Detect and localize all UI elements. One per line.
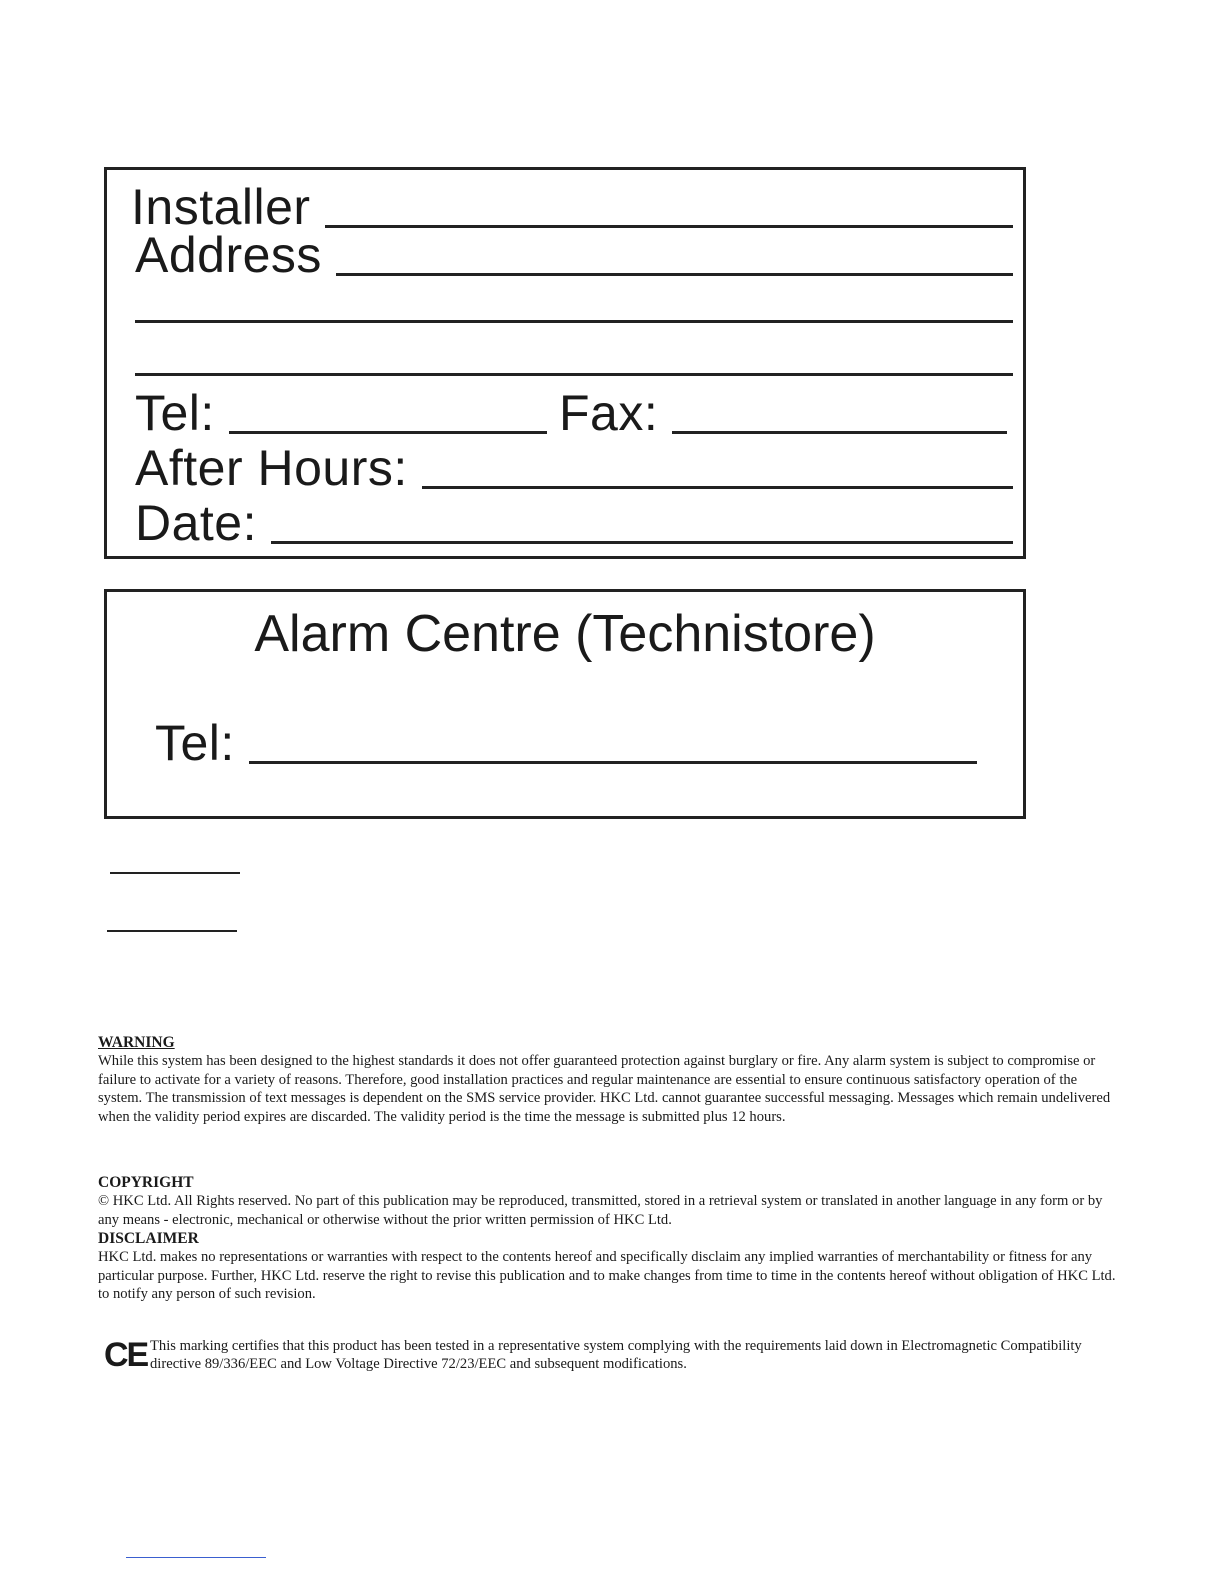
alarm-tel-field — [155, 715, 977, 771]
short-blank-1[interactable] — [110, 872, 240, 874]
address-blank-2[interactable] — [135, 320, 1013, 323]
ce-mark-icon: CE — [104, 1336, 148, 1374]
date-label: Date: — [135, 495, 258, 551]
alarm-tel-label: Tel: — [155, 715, 235, 771]
tel-field — [135, 385, 547, 441]
disclaimer-section — [98, 1230, 1118, 1304]
fax-blank[interactable] — [672, 431, 1007, 434]
ce-mark-text: This marking certifies that this product has been tested in a representative system complying with the requirements laid down in Electromagnetic Compatibility directive 89/336/EEC and Low Voltage Directive 72/23/EEC and subsequent modifications. — [150, 1338, 1082, 1373]
alarm-centre-title: Alarm Centre (Technistore) — [254, 605, 876, 663]
disclaimer-heading: DISCLAIMER — [98, 1230, 199, 1247]
short-blank-2[interactable] — [107, 930, 237, 932]
installer-label: Installer — [131, 179, 311, 235]
copyright-heading: COPYRIGHT — [98, 1174, 194, 1191]
address-label: Address — [135, 227, 322, 283]
installer-field — [131, 179, 1013, 235]
warning-heading: WARNING — [98, 1034, 175, 1051]
fax-label: Fax: — [559, 385, 659, 441]
alarm-centre-box — [104, 589, 1026, 819]
date-blank[interactable] — [271, 541, 1013, 544]
copyright-text: © HKC Ltd. All Rights reserved. No part of this publication may be reproduced, transmitted, stored in a retrieval system or translated in another language in any form or by any means - electronic, mechanical or otherwise without the prior written permission of HKC Ltd. — [98, 1193, 1103, 1228]
address-blank-3[interactable] — [135, 373, 1013, 376]
footer-divider — [126, 1557, 266, 1558]
address-blank-1[interactable] — [336, 273, 1013, 276]
warning-text: While this system has been designed to the highest standards it does not offer guaranteed protection against burglary or fire. Any alarm system is subject to compromise or failure to activate for a variety of reasons. Therefore, good installation practices and regular maintenance are essential to ensure continuous satisfactory operation of the system. The transmission of text messages is dependent on the SMS service provider. HKC Ltd. cannot guarantee successful messaging. Messages which remain undelivered when the validity period expires are discarded. The validity period is the time the message is submitted plus 12 hours. — [98, 1053, 1111, 1125]
fax-field — [559, 385, 1007, 441]
installer-details-box — [104, 167, 1026, 559]
after-hours-blank[interactable] — [422, 486, 1013, 489]
tel-blank[interactable] — [229, 431, 547, 434]
copyright-section — [98, 1174, 1118, 1229]
alarm-tel-blank[interactable] — [249, 761, 977, 764]
date-field — [135, 495, 1013, 551]
tel-label: Tel: — [135, 385, 215, 441]
after-hours-field — [135, 440, 1013, 496]
installer-blank[interactable] — [325, 225, 1013, 228]
after-hours-label: After Hours: — [135, 440, 408, 496]
disclaimer-text: HKC Ltd. makes no representations or warranties with respect to the contents hereof and specifically disclaim any implied warranties of merchantability or fitness for any particular purpose. Further, HKC Ltd. reserve the right to revise this publication and to make changes from time to time in the contents hereof without obligation of HKC Ltd. to notify any person of such revision. — [98, 1249, 1116, 1303]
address-field — [135, 227, 1013, 283]
warning-section — [98, 1034, 1118, 1126]
